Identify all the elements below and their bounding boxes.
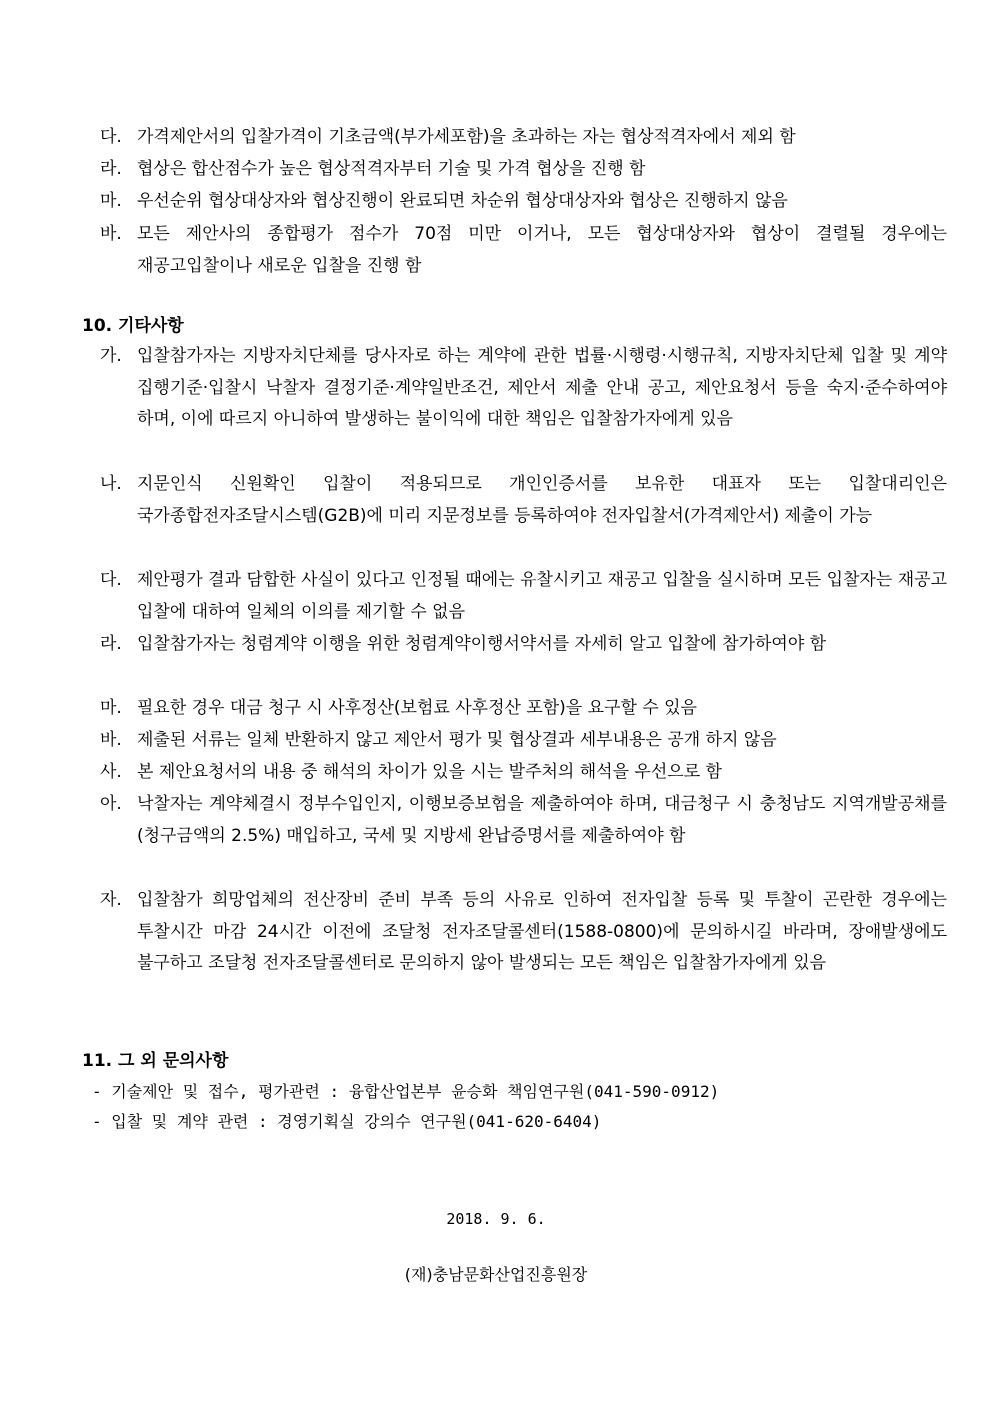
section-heading: 10. 기타사항 xyxy=(82,316,184,336)
list-item xyxy=(100,885,947,980)
list-item xyxy=(100,789,947,852)
item-text: 본 제안요청서의 내용 중 해석의 차이가 있을 시는 발주처의 해석을 우선으로 함 xyxy=(137,762,722,782)
list-item xyxy=(100,154,947,186)
list-item xyxy=(100,725,947,757)
item-text: 입찰참가자는 지방자치단체를 당사자로 하는 계약에 관한 법률·시행령·시행규칙, 지방자치단체 입찰 및 계약 집행기준·입찰시 낙찰자 결정기준·계약일반조건, 제안서 제출 안내 공고, 제안요청서 등을 숙지·준수하여야 하며, 이에 따르지 아니하여 발생하는 불이익에 대한 책임은 입찰참가자에게 있음 xyxy=(137,346,947,429)
item-text: 지문인식 신원확인 입찰이 적용되므로 개인인증서를 보유한 대표자 또는 입찰대리인은 국가종합전자조달시스템(G2B)에 미리 지문정보를 등록하여야 전자입찰서(가격제안서) 제출이 가능 xyxy=(137,474,947,526)
item-marker: 바. xyxy=(100,224,122,244)
item-text: 낙찰자는 계약체결시 정부수입인지, 이행보증보험을 제출하여야 하며, 대금청구 시 충청남도 지역개발공채를(청구금액의 2.5%) 매입하고, 국세 및 지방세 완납증명서를 제출하여야 함 xyxy=(137,794,947,846)
item-marker: 사. xyxy=(100,762,122,782)
list-item xyxy=(100,693,947,725)
list-item xyxy=(100,219,947,282)
list-item xyxy=(100,565,947,628)
item-marker: 다. xyxy=(100,570,122,590)
item-marker: 다. xyxy=(100,127,122,147)
item-text: 입찰참가자는 청렴계약 이행을 위한 청렴계약이행서약서를 자세히 알고 입찰에 참가하여야 함 xyxy=(137,634,827,654)
contact-line: - 입찰 및 계약 관련 : 경영기획실 강의수 연구원(041-620-6404) xyxy=(92,1112,602,1131)
item-text: 입찰참가 희망업체의 전산장비 준비 부족 등의 사유로 인하여 전자입찰 등록 및 투찰이 곤란한 경우에는 투찰시간 마감 24시간 이전에 조달청 전자조달콜센터(1588-0800)에 문의하시길 바라며, 장애발생에도 불구하고 조달청 전자조달콜센터로 문의하지 않아 발생되는 모든 책임은 입찰참가자에게 있음 xyxy=(137,890,947,973)
item-marker: 아. xyxy=(100,794,122,814)
item-marker: 자. xyxy=(100,890,122,910)
item-marker: 나. xyxy=(100,474,122,494)
section-heading: 11. 그 외 문의사항 xyxy=(82,1051,229,1071)
item-marker: 라. xyxy=(100,634,122,654)
item-marker: 마. xyxy=(100,191,122,211)
item-text: 필요한 경우 대금 청구 시 사후정산(보험료 사후정산 포함)을 요구할 수 있음 xyxy=(137,698,697,718)
organization-name: (재)충남문화산업진흥원장 xyxy=(404,1265,588,1284)
item-marker: 가. xyxy=(100,346,122,366)
item-text: 제출된 서류는 일체 반환하지 않고 제안서 평가 및 협상결과 세부내용은 공개 하지 않음 xyxy=(137,730,777,750)
item-text: 모든 제안사의 종합평가 점수가 70점 미만 이거나, 모든 협상대상자와 협상이 결렬될 경우에는 재공고입찰이나 새로운 입찰을 진행 함 xyxy=(137,224,947,276)
list-item xyxy=(100,341,947,436)
item-marker: 마. xyxy=(100,698,122,718)
list-item xyxy=(100,122,947,154)
list-item xyxy=(100,186,947,218)
list-item xyxy=(100,469,947,532)
item-marker: 바. xyxy=(100,730,122,750)
item-text: 가격제안서의 입찰가격이 기초금액(부가세포함)을 초과하는 자는 협상적격자에서 제외 함 xyxy=(137,127,796,147)
item-text: 협상은 합산점수가 높은 협상적격자부터 기술 및 가격 협상을 진행 함 xyxy=(137,159,646,179)
item-text: 우선순위 협상대상자와 협상진행이 완료되면 차순위 협상대상자와 협상은 진행하지 않음 xyxy=(137,191,788,211)
list-item xyxy=(100,757,947,789)
document-date: 2018. 9. 6. xyxy=(446,1210,546,1228)
item-text: 제안평가 결과 담합한 사실이 있다고 인정될 때에는 유찰시키고 재공고 입찰을 실시하며 모든 입찰자는 재공고 입찰에 대하여 일체의 이의를 제기할 수 없음 xyxy=(137,570,947,622)
item-marker: 라. xyxy=(100,159,122,179)
list-item xyxy=(100,629,947,661)
contact-line: - 기술제안 및 접수, 평가관련 : 융합산업본부 윤승화 책임연구원(041-590-0912) xyxy=(92,1082,720,1101)
